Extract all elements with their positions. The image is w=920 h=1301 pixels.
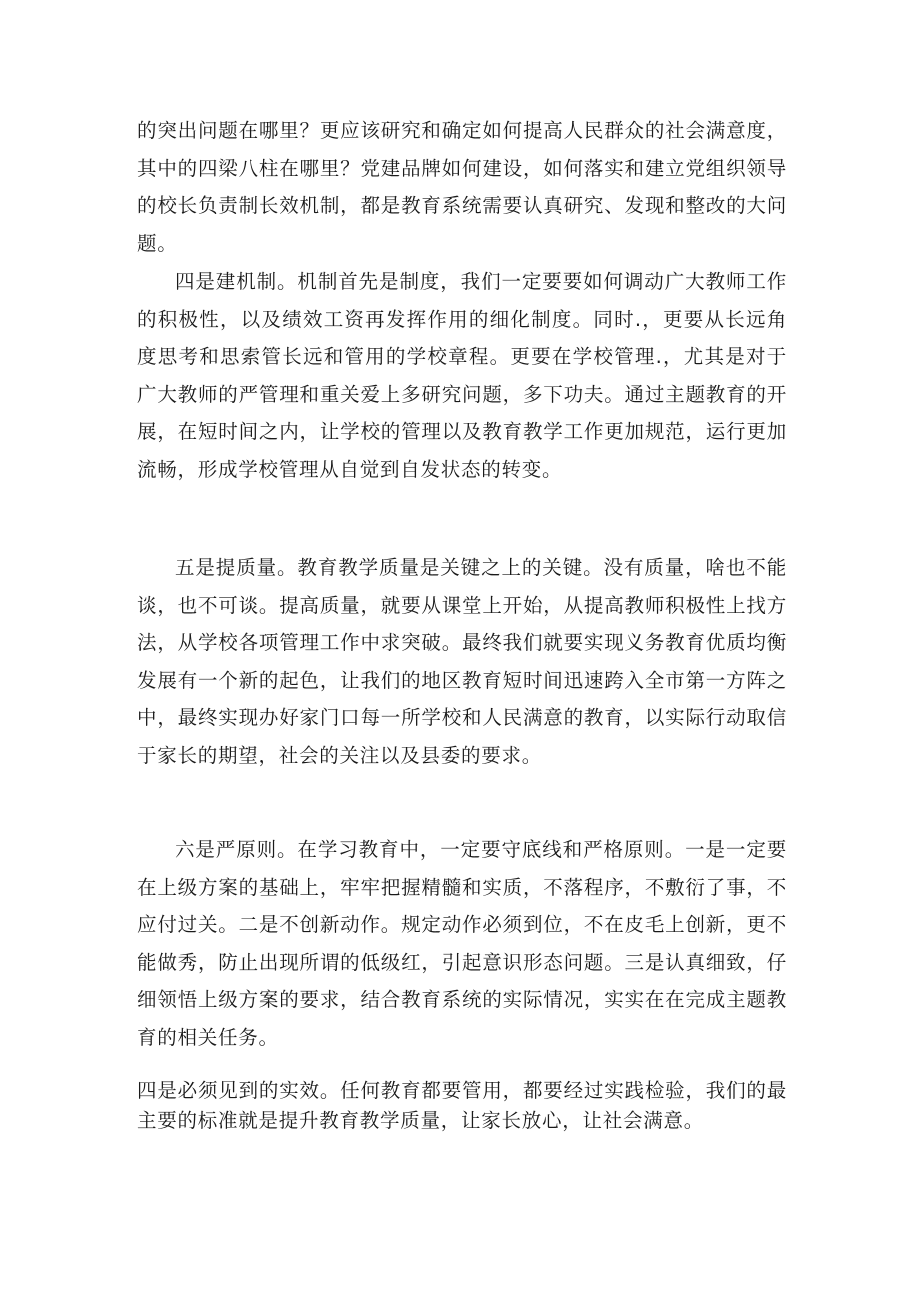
paragraph-practical-results: 四是必须见到的实效。任何教育都要管用，都要经过实践检验，我们的最主要的标准就是提升教育教学质量，让家长放心，让社会满意。 [137,1079,787,1132]
paragraph-strict-principles: 六是严原则。在学习教育中，一定要守底线和严格原则。一是一定要在上级方案的基础上，牢牢把握精髓和实质，不落程序，不敷衍了事，不应付过关。二是不创新动作。规定动作必须到位，不在皮毛上创新，更不能做秀，防止出现所谓的低级红，引起意识形态问题。三是认真细致，仔细领悟上级方案的要求，结合教育系统的实际情况，实实在在完成主题教育的相关任务。 [137,838,787,1049]
paragraph-build-mechanism: 四是建机制。机制首先是制度，我们一定要要如何调动广大教师工作的积极性，以及绩效工资再发挥作用的细化制度。同时.，更要从长远角度思考和思索管长远和管用的学校章程。更要在学校管理.，尤其是对于广大教师的严管理和重关爱上多研究问题，多下功夫。通过主题教育的开展，在短时间之内，让学校的管理以及教育教学工作更加规范，运行更加流畅，形成学校管理从自觉到自发状态的转变。 [137,270,787,481]
paragraph-problems: 的突出问题在哪里？更应该研究和确定如何提高人民群众的社会满意度，其中的四梁八柱在哪里？党建品牌如何建设，如何落实和建立党组织领导的校长负责制长效机制，都是教育系统需要认真研究、发现和整改的大问题。 [137,119,787,255]
paragraph-improve-quality: 五是提质量。教育教学质量是关键之上的关键。没有质量，啥也不能谈，也不可谈。提高质量，就要从课堂上开始，从提高教师积极性上找方法，从学校各项管理工作中求突破。最终我们就要实现义务教育优质均衡发展有一个新的起色，让我们的地区教育短时间迅速跨入全市第一方阵之中，最终实现办好家门口每一所学校和人民满意的教育，以实际行动取信于家长的期望，社会的关注以及县委的要求。 [137,556,787,767]
